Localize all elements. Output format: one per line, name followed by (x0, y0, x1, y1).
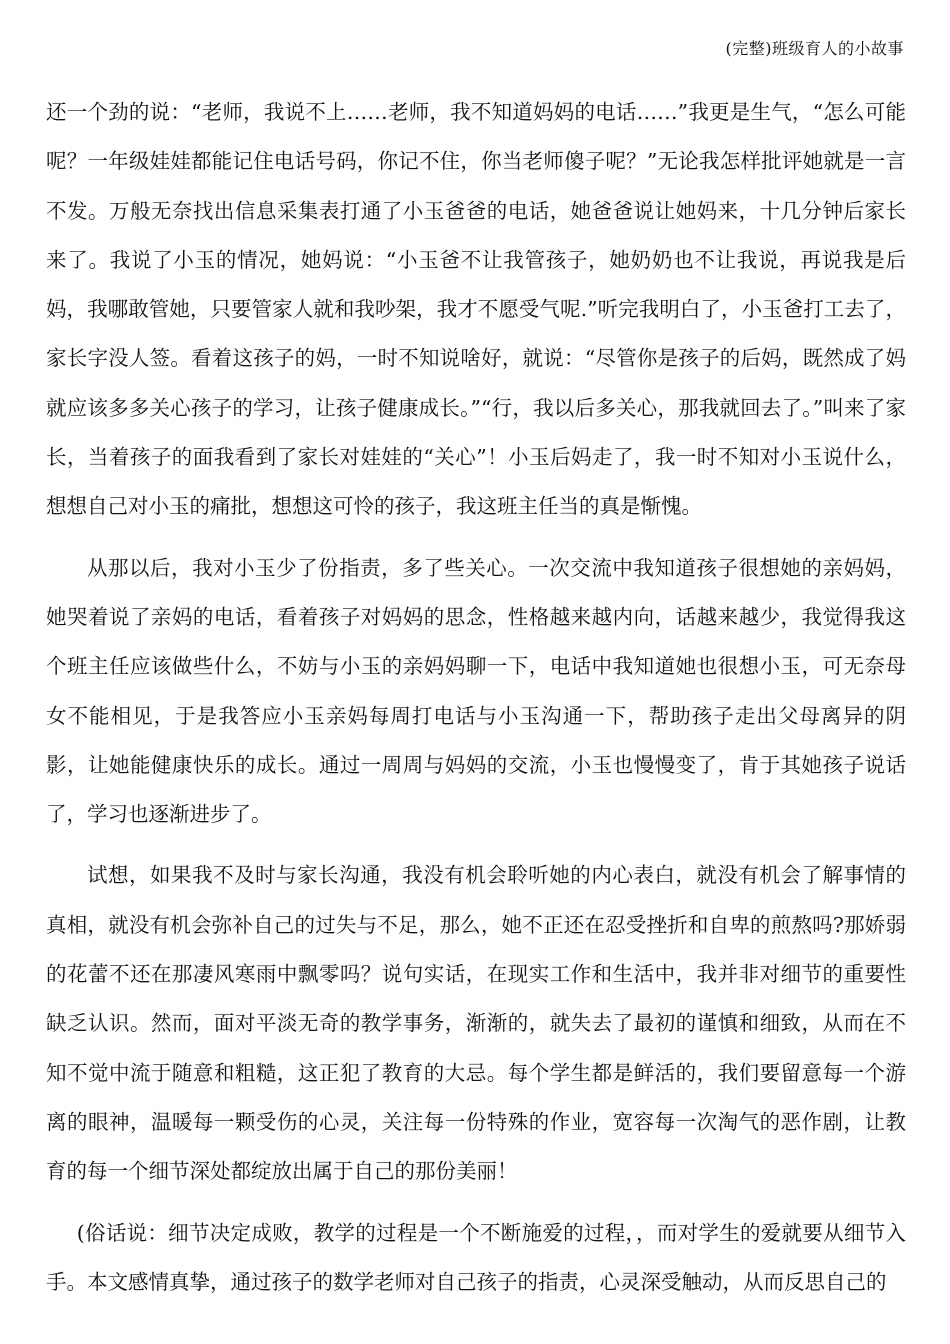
body-text (46, 88, 906, 1319)
paragraph-continuation: 还一个劲的说：“老师，我说不上……老师，我不知道妈妈的电话……”我更是生气，“怎么可能呢？一年级娃娃都能记住电话号码，你记不住，你当老师傻子呢？”无论我怎样批评她就是一言不发。万般无奈找出信息采集表打通了小玉爸爸的电话，她爸爸说让她妈来，十几分钟后家长来了。我说了小玉的情况，她妈说：“小玉爸不让我管孩子，她奶奶也不让我说，再说我是后妈，我哪敢管她，只要管家人就和我吵架，我才不愿受气呢.”听完我明白了，小玉爸打工去了，家长字没人签。看着这孩子的妈，一时不知说啥好，就说：“尽管你是孩子的后妈，既然成了妈就应该多多关心孩子的学习，让孩子健康成长。”“行，我以后多关心，那我就回去了。”叫来了家长，当着孩子的面我看到了家长对娃娃的“关心”！小玉后妈走了，我一时不知对小玉说什么，想想自己对小玉的痛批，想想这可怜的孩子，我这班主任当的真是惭愧。 (46, 100, 906, 519)
paragraph-after-that: 从那以后，我对小玉少了份指责，多了些关心。一次交流中我知道孩子很想她的亲妈妈，她哭着说了亲妈的电话，看着孩子对妈妈的思念，性格越来越内向，话越来越少，我觉得我这个班主任应该做些什么，不妨与小玉的亲妈妈聊一下，电话中我知道她也很想小玉，可无奈母女不能相见，于是我答应小玉亲妈每周打电话与小玉沟通一下，帮助孩子走出父母离异的阴影，让她能健康快乐的成长。通过一周周与妈妈的交流，小玉也慢慢变了，肯于其她孩子说话了，学习也逐渐进步了。 (46, 555, 906, 827)
paragraph-commentary: (俗话说：细节决定成败，教学的过程是一个不断施爱的过程，，而对学生的爱就要从细节入手。本文感情真挚，通过孩子的数学老师对自己孩子的指责，心灵深受触动，从而反思自己的 (46, 1220, 906, 1294)
paragraph-reflection: 试想，如果我不及时与家长沟通，我没有机会聆听她的内心表白，就没有机会了解事情的真相，就没有机会弥补自己的过失与不足，那么，她不正还在忍受挫折和自卑的煎熬吗?那娇弱的花蕾不还在那凄风寒雨中飘零吗？说句实话，在现实工作和生活中，我并非对细节的重要性缺乏认识。然而，面对平淡无奇的教学事务，渐渐的，就失去了最初的谨慎和细致，从而在不知不觉中流于随意和粗糙，这正犯了教育的大忌。每个学生都是鲜活的，我们要留意每一个游离的眼神，温暖每一颗受伤的心灵，关注每一份特殊的作业，宽容每一次淘气的恶作剧，让教育的每一个细节深处都绽放出属于自己的那份美丽！ (46, 863, 906, 1184)
running-header: (完整)班级育人的小故事 (725, 39, 904, 58)
